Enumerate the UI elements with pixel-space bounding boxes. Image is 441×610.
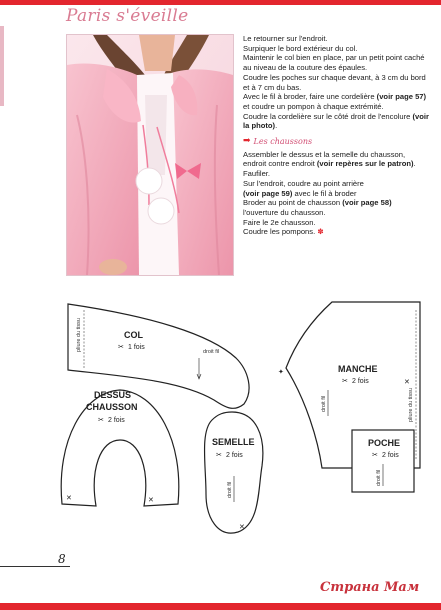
grain-label: droit fil xyxy=(321,395,327,412)
fold-label: pliure du tissu xyxy=(76,318,82,352)
scissor-icon: ✂ xyxy=(216,452,222,459)
pattern-name: CHAUSSON xyxy=(86,402,138,412)
pattern-name: DESSUS xyxy=(94,390,132,400)
grain-label: droit fil xyxy=(227,481,233,498)
instruction-text: avec le fil à broder xyxy=(292,188,357,198)
watermark-logo: Страна Мам xyxy=(320,580,420,595)
instruction-line: Surpiquer le bord extérieur du col. xyxy=(243,43,358,53)
section-heading: Les chaussons xyxy=(253,137,313,147)
page-reference: (voir page 59) xyxy=(243,188,293,198)
notch-mark: ✕ xyxy=(239,524,245,531)
doll-photo xyxy=(66,34,234,276)
scissor-icon: ✂ xyxy=(372,452,378,459)
instruction-line: Sur l'endroit, coudre au point arrière xyxy=(243,178,364,188)
instruction-line: Maintenir le col bien en place, par un petit point caché au niveau de la couture des épaules. xyxy=(243,53,425,73)
page-rule xyxy=(0,566,70,567)
instruction-text: . xyxy=(275,121,278,131)
scissor-icon: ✂ xyxy=(342,378,348,385)
instruction-line xyxy=(243,189,429,199)
notch-mark: ✕ xyxy=(148,497,154,504)
instructions-column xyxy=(243,34,429,237)
grain-label: droit fil xyxy=(376,469,382,486)
instruction-line: Faufiler. xyxy=(243,169,271,179)
instruction-line: Le retourner sur l'endroit. xyxy=(243,34,328,43)
page-number: 8 xyxy=(58,552,66,566)
pattern-count: 2 fois xyxy=(108,417,125,424)
instruction-line: Coudre les poches sur chaque devant, à 3 cm du bord et à 7 cm du bas. xyxy=(243,72,426,92)
instruction-text: . xyxy=(413,159,416,169)
notch-mark: ✕ xyxy=(66,495,72,502)
pattern-name: SEMELLE xyxy=(212,437,255,447)
chaussons-heading xyxy=(243,137,429,147)
top-red-stripe xyxy=(0,0,441,5)
instruction-text: Broder au point de chausson xyxy=(243,198,343,208)
instruction-line: Faire le 2e chausson. xyxy=(243,217,316,227)
instruction-text: Avec le fil à broder, faire une cordelière xyxy=(243,92,377,102)
instruction-line: l'ouverture du chausson. xyxy=(243,207,326,217)
margin-bar xyxy=(0,26,4,106)
instruction-text: Coudre la cordelière sur le côté droit de l'encolure xyxy=(243,111,413,121)
instruction-text: Coudre les pompons. xyxy=(243,227,316,237)
doll-coat-illustration xyxy=(67,35,233,275)
pattern-name: COL xyxy=(124,330,143,340)
page-title: Paris s'éveille xyxy=(66,6,189,26)
bottom-red-stripe xyxy=(0,603,441,610)
end-star-icon: ✽ xyxy=(317,227,324,237)
pattern-count: 2 fois xyxy=(352,378,369,385)
pattern-count: 2 fois xyxy=(226,452,243,459)
scissor-icon: ✂ xyxy=(118,344,124,351)
pattern-poche xyxy=(352,430,414,492)
fold-label: pliure du tissu xyxy=(408,388,414,422)
arrow-icon: ➡ xyxy=(243,136,251,147)
instruction-line xyxy=(243,112,429,131)
page-reference: (voir page 57) xyxy=(376,92,427,102)
grain-label: droit fil xyxy=(203,349,220,355)
instruction-text: et coudre un pompon à chaque extrémité. xyxy=(243,101,384,111)
page-reference: (voir page 58) xyxy=(342,198,392,208)
instruction-text: Assembler le dessus et la semelle du chausson, endroit contre endroit xyxy=(243,149,406,169)
pattern-semelle xyxy=(205,412,263,533)
scissor-icon: ✂ xyxy=(98,417,104,424)
photo-reference: (voir la photo) xyxy=(243,111,429,131)
pattern-count: 1 fois xyxy=(128,344,145,351)
pattern-dessus-chausson xyxy=(61,390,179,506)
instruction-line xyxy=(243,150,429,169)
instruction-line xyxy=(243,92,429,111)
pattern-count: 2 fois xyxy=(382,452,399,459)
pattern-name: MANCHE xyxy=(338,364,378,374)
pattern-reference: (voir repères sur le patron) xyxy=(316,159,414,169)
sewing-patterns xyxy=(0,280,441,580)
notch-mark: ✕ xyxy=(404,379,410,386)
notch-mark: ✦ xyxy=(278,369,284,376)
instruction-line xyxy=(243,198,429,208)
pattern-name: POCHE xyxy=(368,438,401,448)
instruction-line xyxy=(243,227,429,237)
